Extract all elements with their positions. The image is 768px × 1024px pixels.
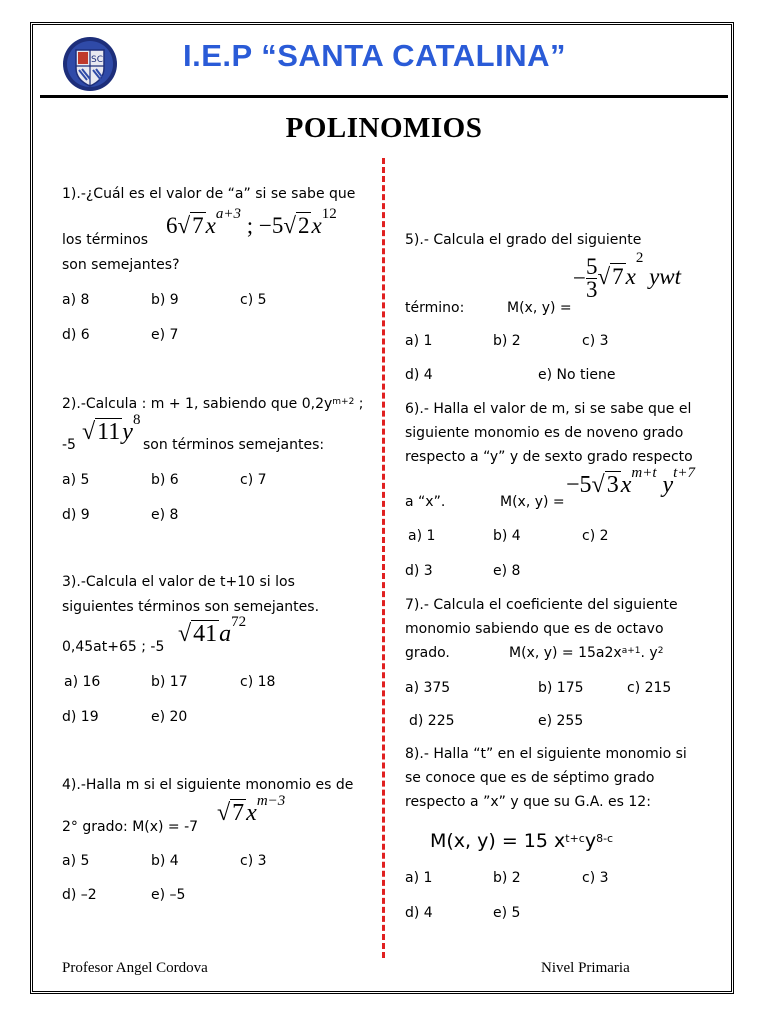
q4-option-d: d) –2: [62, 887, 97, 903]
q2-option-a: a) 5: [62, 472, 90, 488]
q5-lhs: M(x, y) =: [507, 300, 572, 316]
q7-option-d: d) 225: [409, 713, 455, 729]
q4-lead: 2° grado: M(x) = -7: [62, 819, 199, 835]
q3-text-line2: siguientes términos son semejantes.: [62, 599, 320, 615]
q1-option-e: e) 7: [151, 327, 179, 343]
q5-option-d: d) 4: [405, 367, 433, 383]
q2-option-c: c) 7: [240, 472, 267, 488]
q6-option-d: d) 3: [405, 563, 433, 579]
q1-text-line1: 1).-¿Cuál es el valor de “a” si se sabe que: [62, 186, 356, 202]
footer-level: Nivel Primaria: [541, 960, 630, 976]
svg-text:SC: SC: [91, 55, 103, 65]
q1-option-a: a) 8: [62, 292, 90, 308]
q7-text-line1: 7).- Calcula el coeficiente del siguiente: [405, 597, 678, 613]
q3-expression: $√41a^{72}$: [178, 614, 247, 647]
q7-text-line2: monomio sabiendo que es de octavo: [405, 621, 664, 637]
q5-option-a: a) 1: [405, 333, 433, 349]
q7-option-e: e) 255: [538, 713, 584, 729]
q1-expression: $6√7x^{a+3}$ ; $-5√2x^{12}$: [166, 206, 337, 238]
q1-option-d: d) 6: [62, 327, 90, 343]
q2-expression: $√11y^8$: [82, 412, 141, 445]
q8-option-b: b) 2: [493, 870, 521, 886]
q1-text-line3: son semejantes?: [62, 257, 180, 273]
column-divider: [382, 158, 385, 958]
school-name: I.E.P “SANTA CATALINA”: [183, 38, 566, 73]
q2-option-d: d) 9: [62, 507, 90, 523]
q8-text-line2: se conoce que es de séptimo grado: [405, 770, 655, 786]
q5-option-c: c) 3: [582, 333, 609, 349]
q2-option-e: e) 8: [151, 507, 179, 523]
q6-text-line3: respecto a “y” y de sexto grado respecto: [405, 449, 693, 465]
q1-text-lead: los términos: [62, 232, 149, 248]
q3-option-d: d) 19: [62, 709, 99, 725]
q4-option-b: b) 4: [151, 853, 179, 869]
q4-option-c: c) 3: [240, 853, 267, 869]
q6-lead: a “x”.: [405, 494, 446, 510]
q8-option-a: a) 1: [405, 870, 433, 886]
q5-lead: término:: [405, 300, 465, 316]
q6-option-c: c) 2: [582, 528, 609, 544]
q4-option-a: a) 5: [62, 853, 90, 869]
q6-option-a: a) 1: [408, 528, 436, 544]
q7-lead: grado.: [405, 645, 450, 661]
q1-option-b: b) 9: [151, 292, 179, 308]
q3-option-a: a) 16: [64, 674, 101, 690]
q8-option-d: d) 4: [405, 905, 433, 921]
q8-option-c: c) 3: [582, 870, 609, 886]
q3-option-b: b) 17: [151, 674, 188, 690]
footer-teacher: Profesor Angel Cordova: [62, 960, 208, 976]
q6-text-line2: siguiente monomio es de noveno grado: [405, 425, 684, 441]
q4-text-line1: 4).-Halla m si el siguiente monomio es de: [62, 777, 354, 793]
q2-tail: son términos semejantes:: [143, 437, 325, 453]
school-crest-logo: [62, 36, 118, 92]
q5-text-line1: 5).- Calcula el grado del siguiente: [405, 232, 642, 248]
header-divider: [40, 95, 728, 98]
q3-option-e: e) 20: [151, 709, 188, 725]
q7-option-c: c) 215: [627, 680, 672, 696]
q4-option-e: e) –5: [151, 887, 186, 903]
q2-coef: -5: [62, 437, 76, 453]
q7-expression: M(x, $y) = 15a2x^{a+1}$. $y^2$: [509, 645, 664, 661]
q6-option-e: e) 8: [493, 563, 521, 579]
q6-expression: $-5√3x^{m+t}$ $y^{t+7}$: [566, 465, 695, 498]
q1-option-c: c) 5: [240, 292, 267, 308]
q7-option-a: a) 375: [405, 680, 451, 696]
q5-option-e: e) No tiene: [538, 367, 616, 383]
q2-text: 2).-Calcula : m + 1, sabiendo que $0,2y^{m+2}$ ;: [62, 396, 364, 412]
q2-option-b: b) 6: [151, 472, 179, 488]
q6-option-b: b) 4: [493, 528, 521, 544]
q8-text-line1: 8).- Halla “t” en el siguiente monomio si: [405, 746, 687, 762]
q6-text-line1: 6).- Halla el valor de m, si se sabe que el: [405, 401, 692, 417]
q6-lhs: M(x, y) =: [500, 494, 565, 510]
document-title: POLINOMIOS: [285, 112, 483, 144]
q5-expression: − $\frac{5}{3}$ $√7x^2$ ywt: [573, 250, 682, 302]
q5-option-b: b) 2: [493, 333, 521, 349]
q7-option-b: b) 175: [538, 680, 584, 696]
q8-text-line3: respecto a ”x” y que su G.A. es 12:: [405, 794, 651, 810]
q8-expression: M(x, y) = 15 $x^{t+c}y^{8-c}$: [430, 830, 614, 852]
q3-option-c: c) 18: [240, 674, 276, 690]
q4-expression: $√7x^{m-3}$: [217, 793, 286, 826]
q3-text-line1: 3).-Calcula el valor de t+10 si los: [62, 574, 295, 590]
q8-option-e: e) 5: [493, 905, 521, 921]
q3-term1: 0,45at+65 ; -5: [62, 639, 165, 655]
